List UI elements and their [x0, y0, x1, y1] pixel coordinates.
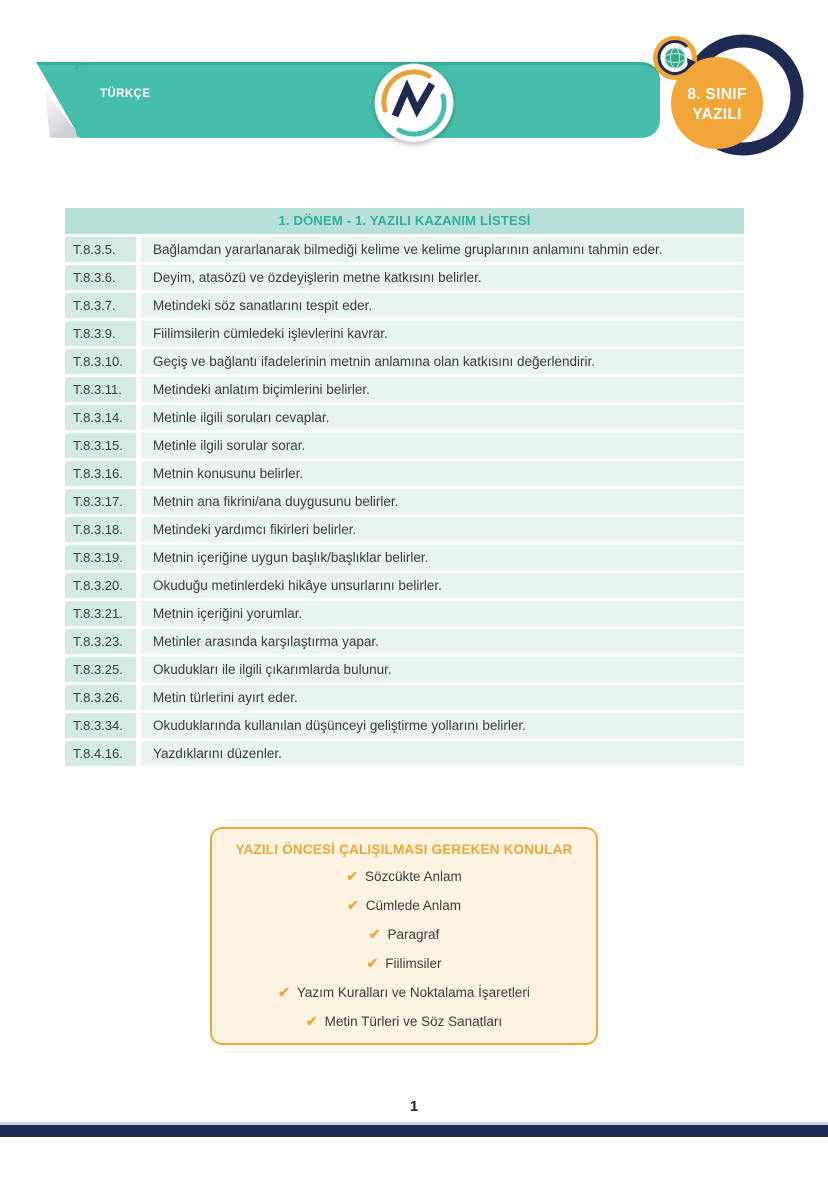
row-code: T.8.3.7. — [65, 293, 136, 318]
table-row — [65, 545, 744, 570]
publisher-logo-icon — [374, 63, 454, 143]
row-text: Metinle ilgili soruları cevaplar. — [141, 405, 744, 430]
table-title: 1. DÖNEM - 1. YAZILI KAZANIM LİSTESİ — [65, 208, 744, 234]
table-row — [65, 237, 744, 262]
table-row — [65, 349, 744, 374]
table-row — [65, 741, 744, 766]
table-row — [65, 377, 744, 402]
row-code: T.8.3.6. — [65, 265, 136, 290]
table-row — [65, 433, 744, 458]
row-code: T.8.4.16. — [65, 741, 136, 766]
row-text: Okudukları ile ilgili çıkarımlarda bulunur. — [141, 657, 744, 682]
table-row — [65, 657, 744, 682]
row-code: T.8.3.25. — [65, 657, 136, 682]
badge-grade-text: 8. SINIF — [687, 86, 747, 103]
table-row — [65, 573, 744, 598]
table-row — [65, 517, 744, 542]
check-icon: ✔ — [346, 868, 358, 884]
row-text: Metin türlerini ayırt eder. — [141, 685, 744, 710]
topic-label: Cümlede Anlam — [365, 898, 462, 913]
row-text: Deyim, atasözü ve özdeyişlerin metne katkısını belirler. — [141, 265, 744, 290]
row-text: Okuduğu metinlerdeki hikâye unsurlarını belirler. — [141, 573, 744, 598]
row-code: T.8.3.10. — [65, 349, 136, 374]
topic-item — [212, 978, 596, 1007]
check-icon: ✔ — [346, 897, 359, 913]
row-text: Okuduklarında kullanılan düşünceyi geliştirme yollarını belirler. — [141, 713, 744, 738]
row-code: T.8.3.26. — [65, 685, 136, 710]
row-code: T.8.3.11. — [65, 377, 136, 402]
table-row — [65, 685, 744, 710]
topic-item — [212, 949, 596, 978]
row-text: Bağlamdan yararlanarak bilmediği kelime ve kelime gruplarının anlamını tahmin eder. — [141, 237, 744, 262]
kazanim-table — [65, 208, 744, 766]
row-code: T.8.3.20. — [65, 573, 136, 598]
row-code: T.8.3.21. — [65, 601, 136, 626]
row-text: Yazdıklarını düzenler. — [141, 741, 744, 766]
topic-item — [212, 891, 596, 920]
table-row — [65, 265, 744, 290]
check-icon: ✔ — [368, 926, 381, 942]
subject-label: TÜRKÇE — [100, 88, 151, 100]
row-text: Metnin ana fikrini/ana duygusunu belirler. — [141, 489, 744, 514]
row-code: T.8.3.16. — [65, 461, 136, 486]
row-code: T.8.3.34. — [65, 713, 136, 738]
row-text: Metindeki yardımcı fikirleri belirler. — [141, 517, 744, 542]
topics-title: YAZILI ÖNCESİ ÇALIŞILMASI GEREKEN KONULAR — [235, 842, 573, 857]
row-text: Metnin konusunu belirler. — [141, 461, 744, 486]
row-text: Metnin içeriğini yorumlar. — [141, 601, 744, 626]
table-row — [65, 405, 744, 430]
topic-label: Metin Türleri ve Söz Sanatları — [324, 1014, 503, 1029]
table-row — [65, 629, 744, 654]
row-text: Metindeki anlatım biçimlerini belirler. — [141, 377, 744, 402]
row-text: Geçiş ve bağlantı ifadelerinin metnin anlamına olan katkısını değerlendirir. — [141, 349, 744, 374]
row-code: T.8.3.19. — [65, 545, 136, 570]
topic-label: Fiilimsiler — [385, 956, 442, 971]
check-icon: ✔ — [366, 955, 379, 971]
check-icon: ✔ — [278, 984, 290, 1000]
check-icon: ✔ — [305, 1013, 318, 1029]
topic-label: Yazım Kuralları ve Noktalama İşaretleri — [296, 985, 530, 1000]
row-text: Metindeki söz sanatlarını tespit eder. — [141, 293, 744, 318]
grade-badge — [644, 28, 812, 166]
row-text: Metinler arasında karşılaştırma yapar. — [141, 629, 744, 654]
row-code: T.8.3.15. — [65, 433, 136, 458]
badge-exam-text: YAZILI — [692, 106, 742, 123]
topics-list — [212, 857, 596, 1036]
table-row — [65, 321, 744, 346]
page-number: 1 — [409, 1098, 419, 1115]
table-row — [65, 293, 744, 318]
bottom-bar — [0, 1122, 828, 1137]
table-row — [65, 489, 744, 514]
row-text: Fiilimsilerin cümledeki işlevlerini kavrar. — [141, 321, 744, 346]
table-rows — [65, 237, 744, 766]
row-text: Metinle ilgili sorular sorar. — [141, 433, 744, 458]
topic-item — [212, 862, 596, 891]
topics-box — [210, 827, 598, 1045]
topic-item — [212, 1007, 596, 1036]
row-code: T.8.3.17. — [65, 489, 136, 514]
header-banner — [76, 62, 660, 138]
table-row — [65, 601, 744, 626]
table-row — [65, 461, 744, 486]
topic-item — [212, 920, 596, 949]
row-code: T.8.3.14. — [65, 405, 136, 430]
topic-label: Sözcükte Anlam — [364, 869, 462, 884]
row-code: T.8.3.23. — [65, 629, 136, 654]
topic-label: Paragraf — [387, 927, 440, 942]
row-code: T.8.3.5. — [65, 237, 136, 262]
row-text: Metnin içeriğine uygun başlık/başlıklar belirler. — [141, 545, 744, 570]
row-code: T.8.3.9. — [65, 321, 136, 346]
table-row — [65, 713, 744, 738]
row-code: T.8.3.18. — [65, 517, 136, 542]
